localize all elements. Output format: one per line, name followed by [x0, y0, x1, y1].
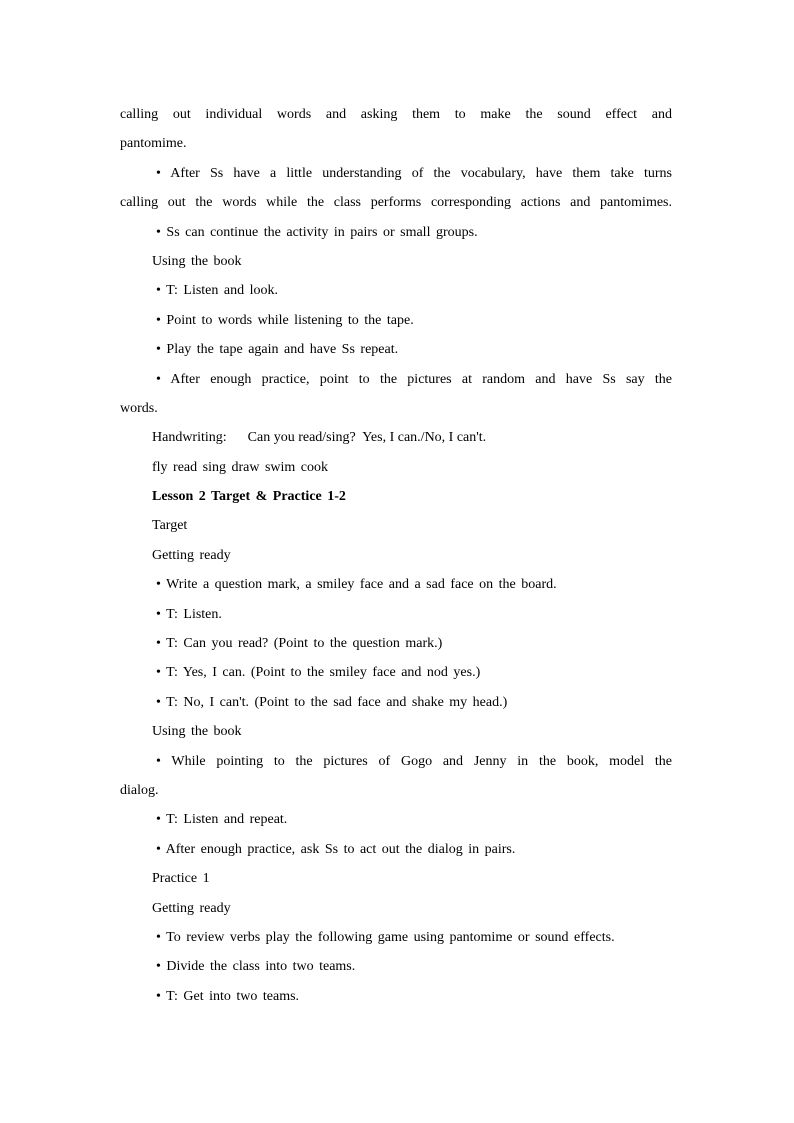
section-heading: Using the book: [152, 253, 242, 269]
bullet-line: • T: Yes, I can. (Point to the smiley face and nod yes.): [156, 665, 481, 681]
bullet-line: • Divide the class into two teams.: [156, 959, 356, 975]
text-line: words.: [120, 400, 158, 416]
bullet-line: • After Ss have a little understanding of the vocabulary, have them take turns: [156, 165, 672, 181]
bullet-line: • Point to words while listening to the tape.: [156, 312, 414, 328]
bullet-line: • Play the tape again and have Ss repeat.: [156, 342, 399, 358]
section-heading: Getting ready: [152, 547, 231, 563]
text-line: pantomime.: [120, 136, 187, 152]
section-heading: Using the book: [152, 724, 242, 740]
bullet-line: • Ss can continue the activity in pairs or small groups.: [156, 224, 478, 240]
bullet-line: • While pointing to the pictures of Gogo and Jenny in the book, model the: [156, 753, 672, 769]
handwriting-line: Handwriting: Can you read/sing? Yes, I can./No, I can't.: [152, 430, 487, 446]
word-list: fly read sing draw swim cook: [152, 459, 329, 475]
bullet-line: • To review verbs play the following game using pantomime or sound effects.: [156, 929, 615, 945]
text-line: calling out individual words and asking them to make the sound effect and: [120, 107, 672, 122]
bullet-line: • After enough practice, point to the pictures at random and have Ss say the: [156, 371, 672, 387]
bullet-line: • After enough practice, ask Ss to act out the dialog in pairs.: [156, 841, 516, 857]
bullet-line: • T: Can you read? (Point to the question mark.): [156, 636, 443, 652]
section-heading: Target: [152, 518, 188, 534]
bullet-line: • T: Get into two teams.: [156, 988, 300, 1004]
bullet-line: • T: Listen and repeat.: [156, 812, 288, 828]
section-heading: Practice 1: [152, 871, 210, 887]
bullet-line: • T: Listen.: [156, 606, 222, 622]
bullet-line: • T: Listen and look.: [156, 283, 278, 299]
text-line: dialog.: [120, 782, 159, 798]
section-heading: Getting ready: [152, 900, 231, 916]
bullet-line: • Write a question mark, a smiley face and a sad face on the board.: [156, 577, 557, 593]
text-line: calling out the words while the class performs corresponding actions and pantomimes.: [120, 195, 672, 211]
document-page: [120, 100, 672, 1011]
bullet-line: • T: No, I can't. (Point to the sad face and shake my head.): [156, 694, 508, 710]
lesson-heading: Lesson 2 Target & Practice 1-2: [152, 489, 346, 505]
